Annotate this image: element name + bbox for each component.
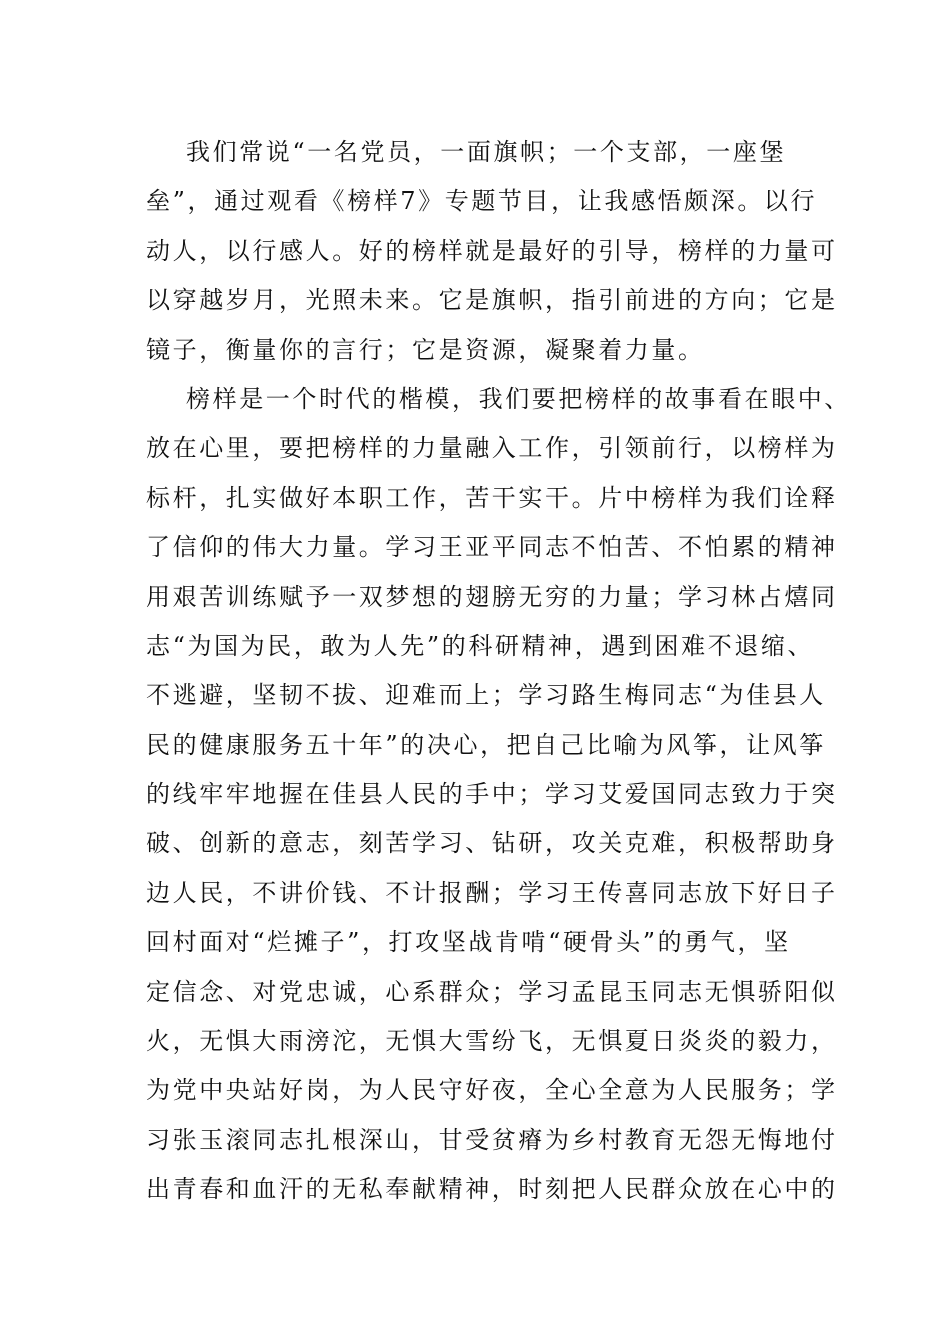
paragraph-2 <box>146 375 851 1215</box>
text-line: 的线牢牢地握在佳县人民的手中；学习艾爱国同志致力于突 <box>146 780 838 809</box>
text-line: 镜子，衡量你的言行；它是资源，凝聚着力量。 <box>146 335 705 364</box>
text-line: 以穿越岁月，光照未来。它是旗帜，指引前进的方向；它是 <box>146 286 838 315</box>
text-line: 出青春和血汗的无私奉献精神，时刻把人民群众放在心中的 <box>146 1175 838 1204</box>
text-line: 放在心里，要把榜样的力量融入工作，引领前行，以榜样为 <box>146 434 838 463</box>
text-line: 标杆，扎实做好本职工作，苦干实干。片中榜样为我们诠释 <box>146 483 838 512</box>
text-line: 民的健康服务五十年”的决心，把自己比喻为风筝，让风筝 <box>146 730 826 759</box>
text-line: 了信仰的伟大力量。学习王亚平同志不怕苦、不怕累的精神 <box>146 533 838 562</box>
text-line: 回村面对“烂摊子”，打攻坚战肯啃“硬骨头”的勇气，坚 <box>146 928 791 957</box>
text-line: 志“为国为民，敢为人先”的科研精神，遇到困难不退缩、 <box>146 631 815 660</box>
text-line: 不逃避，坚韧不拔、迎难而上；学习路生梅同志“为佳县人 <box>146 681 826 710</box>
body-text <box>146 128 851 1215</box>
text-line: 为党中央站好岗，为人民守好夜，全心全意为人民服务；学 <box>146 1076 838 1105</box>
paragraph-1 <box>146 128 838 375</box>
text-line: 用艰苦训练赋予一双梦想的翅膀无穷的力量；学习林占熺同 <box>146 582 838 611</box>
text-line: 习张玉滚同志扎根深山，甘受贫瘠为乡村教育无怨无悔地付 <box>146 1125 838 1154</box>
text-line: 我们常说“一名党员，一面旗帜；一个支部，一座堡 <box>186 138 787 166</box>
text-line: 榜样是一个时代的楷模，我们要把榜样的故事看在眼中、 <box>186 384 851 413</box>
text-line: 垒”，通过观看《榜样7》专题节目，让我感悟颇深。以行 <box>146 187 818 216</box>
text-line: 火，无惧大雨滂沱，无惧大雪纷飞，无惧夏日炎炎的毅力， <box>146 1027 838 1056</box>
text-line: 动人，以行感人。好的榜样就是最好的引导，榜样的力量可 <box>146 236 838 265</box>
text-line: 破、创新的意志，刻苦学习、钻研，攻关克难，积极帮助身 <box>146 829 838 858</box>
text-line: 定信念、对党忠诚，心系群众；学习孟昆玉同志无惧骄阳似 <box>146 977 838 1006</box>
text-line: 边人民，不讲价钱、不计报酬；学习王传喜同志放下好日子 <box>146 878 838 907</box>
